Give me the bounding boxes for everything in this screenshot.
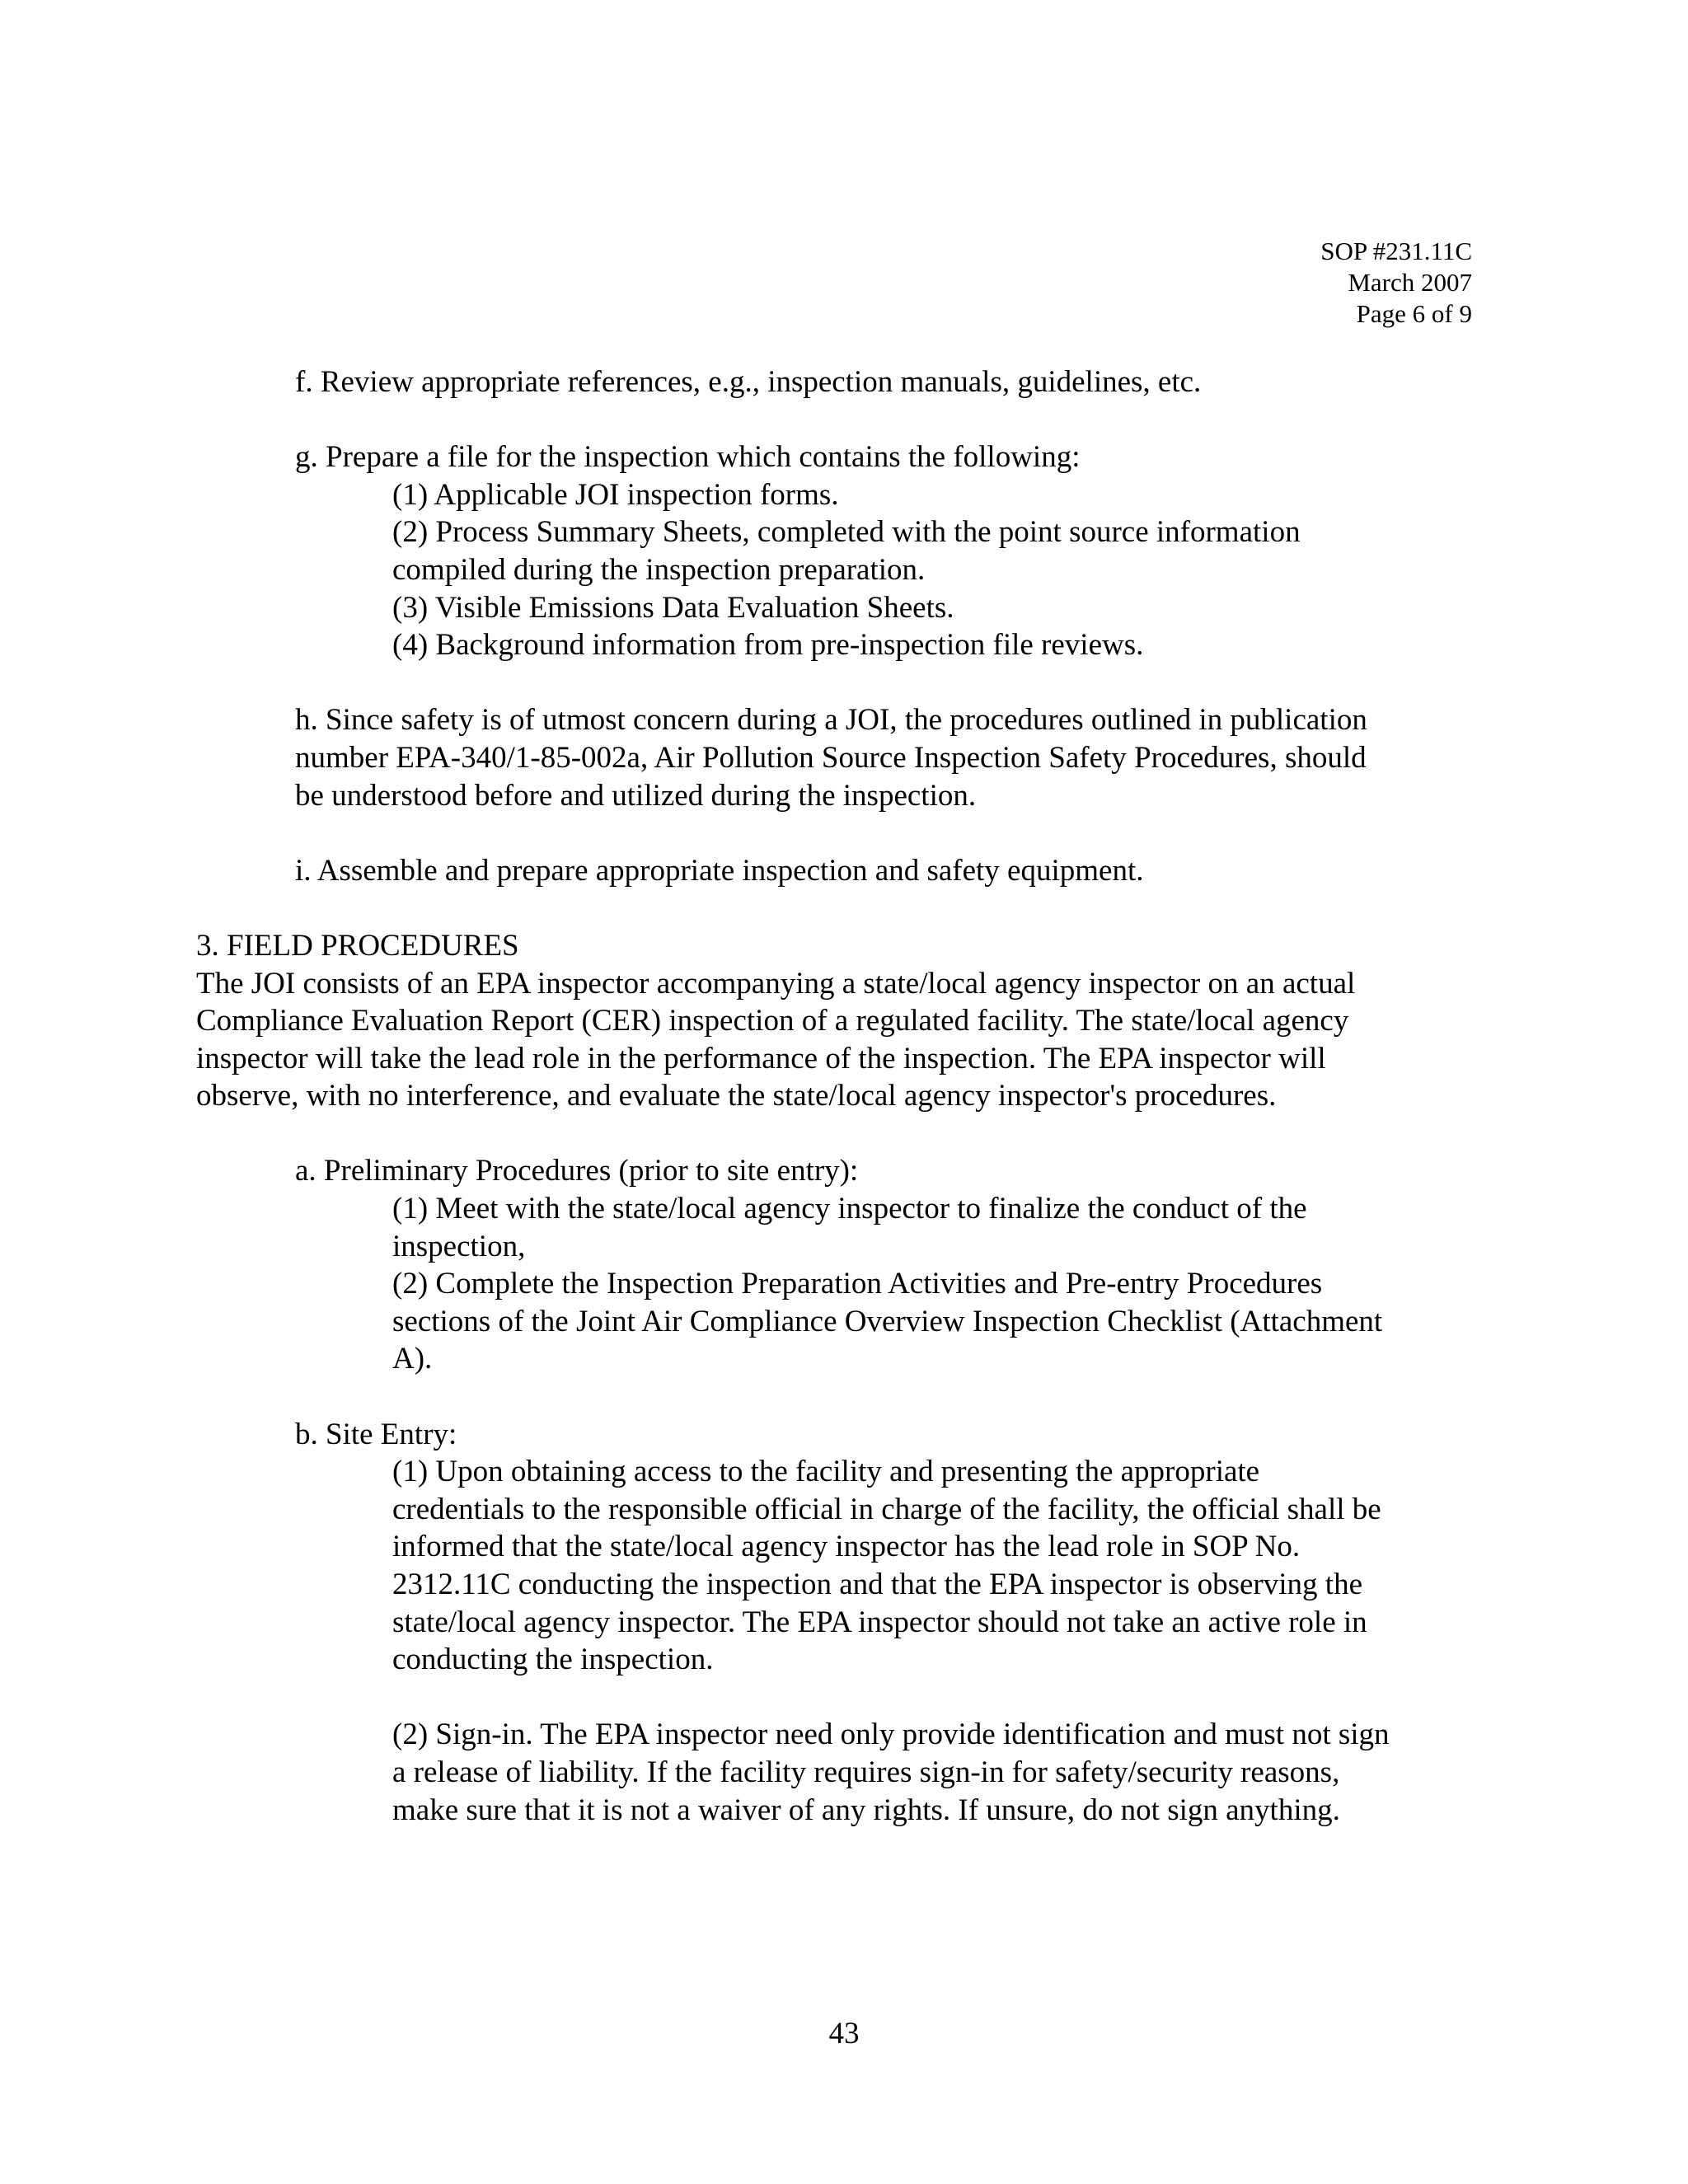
item-a-line: inspection, <box>392 1229 526 1263</box>
item-h-line: be understood before and utilized during the inspection. <box>295 778 977 813</box>
item-i-text: i. Assemble and prepare appropriate inspection and safety equipment. <box>295 853 1144 888</box>
item-g-line: (4) Background information from pre-inspection file reviews. <box>392 628 1144 663</box>
item-h <box>196 701 1482 814</box>
item-g-list <box>196 476 1482 664</box>
item-a-list <box>196 1190 1482 1378</box>
item-a <box>196 1152 1482 1190</box>
sop-number: SOP #231.11C <box>1320 237 1472 265</box>
section-line: observe, with no interference, and evaluate the state/local agency inspector's procedures. <box>196 1079 1277 1113</box>
section-field-procedures <box>196 927 1482 1115</box>
item-g <box>196 438 1482 476</box>
item-a-line: (1) Meet with the state/local agency inspector to finalize the conduct of the <box>392 1192 1307 1226</box>
section-line: inspector will take the lead role in the performance of the inspection. The EPA inspector will <box>196 1041 1326 1076</box>
item-b-line: (2) Sign-in. The EPA inspector need only provide identification and must not sign <box>392 1718 1390 1752</box>
item-g-line: (2) Process Summary Sheets, completed with the point source information <box>392 515 1301 550</box>
item-h-line: number EPA-340/1-85-002a, Air Pollution Source Inspection Safety Procedures, should <box>295 740 1367 775</box>
item-b-line: state/local agency inspector. The EPA inspector should not take an active role in <box>392 1605 1367 1639</box>
item-h-line: h. Since safety is of utmost concern during a JOI, the procedures outlined in publication <box>295 703 1367 738</box>
item-b-line: (1) Upon obtaining access to the facility and presenting the appropriate <box>392 1455 1260 1489</box>
item-b-line: credentials to the responsible official in charge of the facility, the official shall be <box>392 1492 1381 1526</box>
item-f-text: f. Review appropriate references, e.g., inspection manuals, guidelines, etc. <box>295 365 1202 399</box>
item-a-line: (2) Complete the Inspection Preparation Activities and Pre-entry Procedures <box>392 1267 1323 1301</box>
item-b-line: 2312.11C conducting the inspection and that the EPA inspector is observing the <box>392 1568 1362 1601</box>
item-b-sub1 <box>196 1453 1482 1679</box>
item-b-line: conducting the inspection. <box>392 1643 714 1677</box>
item-b-line: informed that the state/local agency inspector has the lead role in SOP No. <box>392 1530 1301 1564</box>
section-heading: 3. FIELD PROCEDURES <box>196 928 519 963</box>
page-footer <box>0 2015 1688 2052</box>
item-b-line: a release of liability. If the facility requires sign-in for safety/security reasons, <box>392 1755 1340 1789</box>
item-b <box>196 1416 1482 1454</box>
item-a-line: sections of the Joint Air Compliance Overview Inspection Checklist (Attachment <box>392 1304 1383 1338</box>
item-f <box>196 363 1482 401</box>
item-b-line: make sure that it is not a waiver of any rights. If unsure, do not sign anything. <box>392 1793 1340 1827</box>
item-g-line: (1) Applicable JOI inspection forms. <box>392 477 839 512</box>
item-b-intro: b. Site Entry: <box>295 1417 457 1451</box>
item-g-intro: g. Prepare a file for the inspection which contains the following: <box>295 440 1081 475</box>
page-number: 43 <box>828 2017 860 2050</box>
item-i <box>196 852 1482 890</box>
page-header <box>1320 236 1472 330</box>
item-a-line: A). <box>392 1342 433 1376</box>
item-a-intro: a. Preliminary Procedures (prior to site entry): <box>295 1154 859 1188</box>
section-line: Compliance Evaluation Report (CER) inspection of a regulated facility. The state/local agency <box>196 1004 1349 1038</box>
item-b-sub2 <box>196 1716 1482 1829</box>
item-g-line: (3) Visible Emissions Data Evaluation Sheets. <box>392 590 954 625</box>
document-date: March 2007 <box>1348 268 1472 297</box>
document-body <box>196 363 1482 1829</box>
item-g-line: compiled during the inspection preparation. <box>392 552 926 587</box>
page-indicator: Page 6 of 9 <box>1356 299 1472 328</box>
section-line: The JOI consists of an EPA inspector accompanying a state/local agency inspector on an actual <box>196 966 1356 1001</box>
